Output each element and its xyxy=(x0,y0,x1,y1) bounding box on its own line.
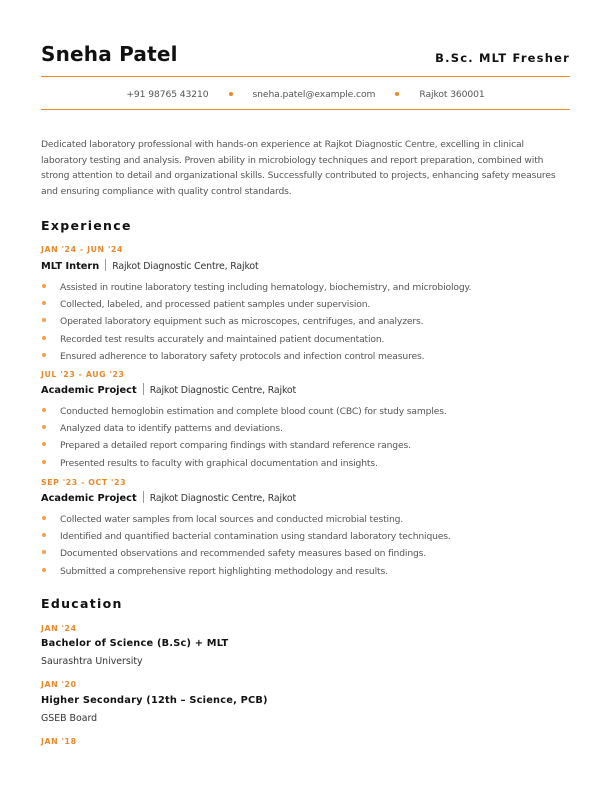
list-item xyxy=(41,513,571,530)
job-date: JAN '24 - JUN '24 xyxy=(41,245,123,254)
list-item xyxy=(41,457,571,474)
job-bullets xyxy=(41,281,571,367)
bullet-dot-icon xyxy=(42,516,46,520)
contact-location: Rajkot 360001 xyxy=(419,89,485,100)
resume-header xyxy=(41,42,570,72)
candidate-title: B.Sc. MLT Fresher xyxy=(435,51,570,65)
list-item xyxy=(41,439,571,456)
bullet-text: Recorded test results accurately and maintained patient documentation. xyxy=(60,333,385,345)
job-title-line xyxy=(41,260,259,272)
bullet-text: Documented observations and recommended safety measures based on findings. xyxy=(60,548,427,560)
bullet-dot-icon xyxy=(42,318,46,322)
job-title-line xyxy=(41,492,296,504)
bullet-dot-icon xyxy=(42,408,46,412)
education-school: Saurashtra University xyxy=(41,656,143,667)
bullet-text: Conducted hemoglobin estimation and complete blood count (CBC) for study samples. xyxy=(60,406,447,417)
job-role: MLT Intern xyxy=(41,261,100,272)
bullet-dot-icon xyxy=(42,301,46,305)
bullet-text: Assisted in routine laboratory testing including hematology, biochemistry, and microbiology. xyxy=(60,282,472,293)
job-bullets xyxy=(41,405,571,474)
role-separator xyxy=(105,259,106,271)
list-item xyxy=(41,350,571,367)
bullet-dot-icon xyxy=(42,284,46,288)
job-date: JUL '23 - AUG '23 xyxy=(41,370,125,379)
job-organization: Rajkot Diagnostic Centre, Rajkot xyxy=(149,493,296,504)
bullet-dot-icon xyxy=(42,460,46,464)
job-role: Academic Project xyxy=(41,493,137,504)
bullet-dot-icon xyxy=(42,568,46,572)
list-item xyxy=(41,422,571,439)
list-item xyxy=(41,547,571,564)
education-date: JAN '20 xyxy=(41,680,77,689)
list-item xyxy=(41,333,571,350)
job-title-line xyxy=(41,384,296,396)
job-date: SEP '23 - OCT '23 xyxy=(41,478,127,487)
experience-heading: Experience xyxy=(41,218,132,233)
bullet-dot-icon xyxy=(42,550,46,554)
bullet-dot-icon xyxy=(42,533,46,537)
header-divider-bottom xyxy=(41,109,570,110)
education-heading: Education xyxy=(41,596,123,611)
bullet-text: Analyzed data to identify patterns and deviations. xyxy=(60,423,283,435)
education-date: JAN '24 xyxy=(41,624,77,633)
bullet-text: Ensured adherence to laboratory safety protocols and infection control measures. xyxy=(60,350,425,362)
list-item xyxy=(41,298,571,315)
job-role: Academic Project xyxy=(41,385,137,396)
education-school: GSEB Board xyxy=(41,713,98,724)
bullet-dot-icon xyxy=(42,336,46,340)
list-item xyxy=(41,405,571,422)
bullet-text: Identified and quantified bacterial contamination using standard laboratory techniques. xyxy=(60,531,451,543)
bullet-text: Collected water samples from local sources and conducted microbial testing. xyxy=(60,514,404,525)
bullet-text: Collected, labeled, and processed patient samples under supervision. xyxy=(60,299,371,311)
bullet-dot-icon xyxy=(42,442,46,446)
bullet-text: Prepared a detailed report comparing findings with standard reference ranges. xyxy=(60,440,411,452)
separator-dot-icon xyxy=(395,92,399,96)
bullet-text: Operated laboratory equipment such as microscopes, centrifuges, and analyzers. xyxy=(60,316,424,328)
job-bullets xyxy=(41,513,571,582)
education-degree: Bachelor of Science (B.Sc) + MLT xyxy=(41,638,229,649)
education-date: JAN '18 xyxy=(41,737,77,746)
professional-summary: Dedicated laboratory professional with hands-on experience at Rajkot Diagnostic Centre, excelling in clinical laboratory testing and analysis. Proven ability in microbiology techniques and report preparation, combined with strong attention to detail and organizational skills. Successfully contributed to projects, enhancing safety measures and ensuring compliance with quality control standards. xyxy=(41,139,556,197)
contact-phone: +91 98765 43210 xyxy=(126,89,209,100)
list-item xyxy=(41,565,571,582)
role-separator xyxy=(143,491,144,503)
bullet-dot-icon xyxy=(42,425,46,429)
contact-email[interactable]: sneha.patel@example.com xyxy=(252,89,376,100)
header-divider-top xyxy=(41,76,570,77)
job-organization: Rajkot Diagnostic Centre, Rajkot xyxy=(149,385,296,396)
separator-dot-icon xyxy=(229,92,233,96)
candidate-name: Sneha Patel xyxy=(41,42,178,66)
list-item xyxy=(41,281,571,298)
role-separator xyxy=(143,383,144,395)
bullet-text: Presented results to faculty with graphical documentation and insights. xyxy=(60,457,378,469)
contact-bar xyxy=(41,89,570,100)
bullet-text: Submitted a comprehensive report highlighting methodology and results. xyxy=(60,565,388,577)
job-organization: Rajkot Diagnostic Centre, Rajkot xyxy=(112,261,259,272)
bullet-dot-icon xyxy=(42,353,46,357)
list-item xyxy=(41,315,571,332)
education-degree: Higher Secondary (12th – Science, PCB) xyxy=(41,695,268,706)
list-item xyxy=(41,530,571,547)
